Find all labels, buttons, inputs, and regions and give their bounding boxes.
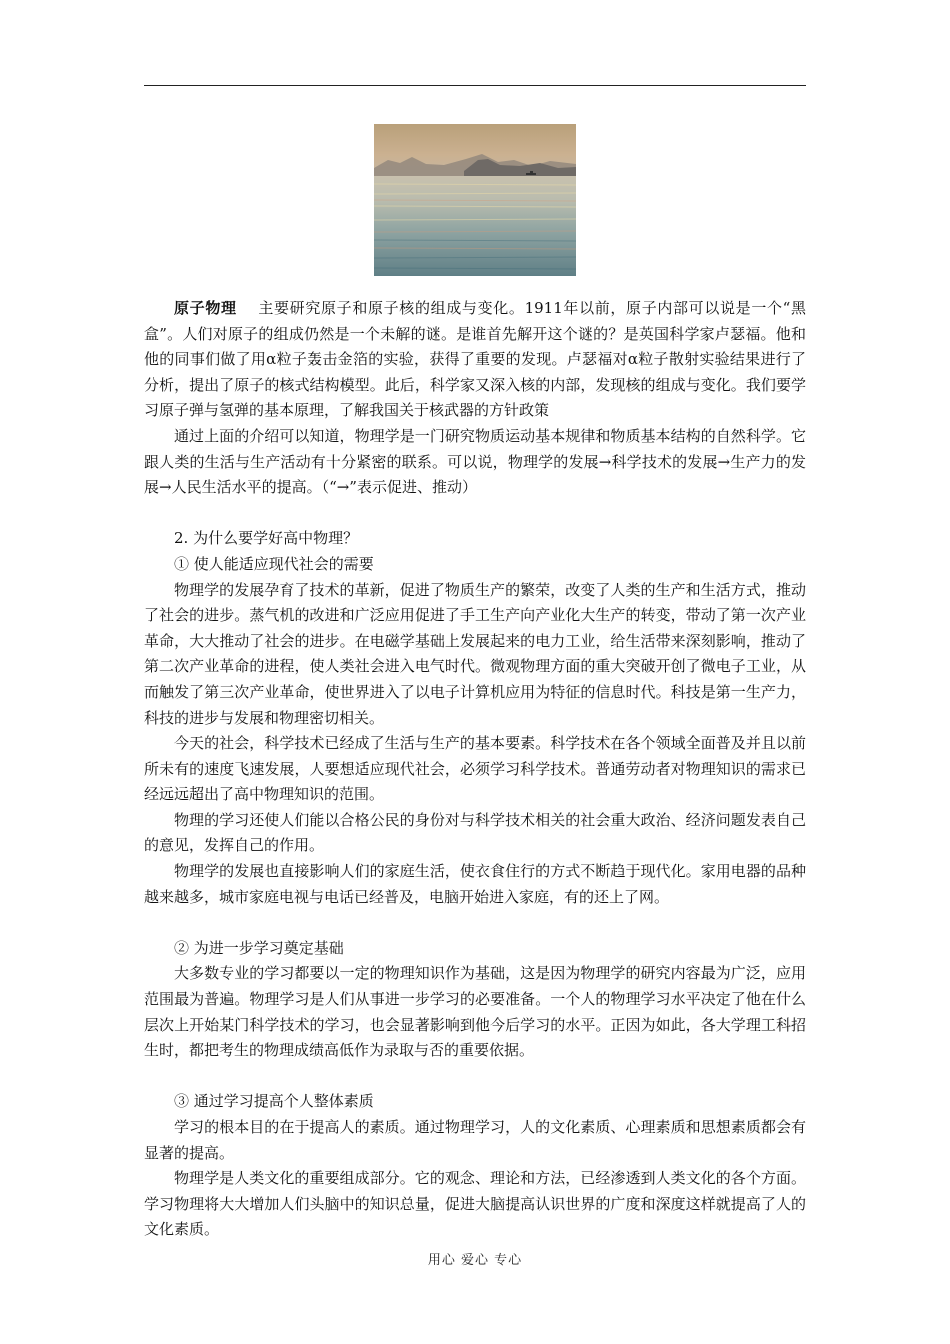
article-body (144, 296, 806, 1243)
paragraph: 物理学的发展孕育了技术的革新，促进了物质生产的繁荣，改变了人类的生产和生活方式，推动了社会的进步。蒸气机的改进和广泛应用促进了手工生产向产业化大生产的转变，带动了第一次产业革命，大大推动了社会的进步。在电磁学基础上发展起来的电力工业，给生活带来深刻影响，推动了第二次产业革命的进程，使人类社会进入电气时代。微观物理方面的重大突破开创了微电子工业，从而触发了第三次产业革命，使世界进入了以电子计算机应用为特征的信息时代。科技是第一生产力，科技的进步与发展和物理密切相关。 (144, 580, 806, 727)
paragraph-text: 主要研究原子和原子核的组成与变化。1911年以前，原子内部可以说是一个“黑盒”。人们对原子的组成仍然是一个未解的谜。是谁首先解开这个谜的？是英国科学家卢瑟福。他和他的同事们做了用α粒子轰击金箔的实验，获得了重要的发现。卢瑟福对α粒子散射实验结果进行了分析，提出了原子的核式结构模型。此后，科学家又深入核的内部，发现核的组成与变化。我们要学习原子弹与氢弹的基本原理，了解我国关于核武器的方针政策 (144, 299, 806, 420)
paragraph-atomic-physics (144, 296, 806, 424)
paragraph: 物理的学习还使人们能以合格公民的身份对与科学技术相关的社会重大政治、经济问题发表自己的意见，发挥自己的作用。 (144, 810, 806, 855)
sea-horizon-photo (374, 124, 576, 276)
paragraph: 物理学是人类文化的重要组成部分。它的观念、理论和方法，已经渗透到人类文化的各个方面。学习物理将大大增加人们头脑中的知识总量，促进大脑提高认识世界的广度和深度这样就提高了人的文化素质。 (144, 1169, 806, 1239)
page-footer: 用心 爱心 专心 (427, 1253, 523, 1268)
subsection-title: ① 使人能适应现代社会的需要 (174, 554, 374, 573)
paragraph-summary: 通过上面的介绍可以知道，物理学是一门研究物质运动基本规律和物质基本结构的自然科学。它跟人类的生活与生产活动有十分紧密的联系。可以说，物理学的发展→科学技术的发展→生产力的发展→人民生活水平的提高。（“→”表示促进、推动） (144, 426, 806, 497)
subsection-title: ② 为进一步学习奠定基础 (174, 938, 344, 957)
paragraph: 学习的根本目的在于提高人的素质。通过物理学习，人的文化素质、心理素质和思想素质都会有显著的提高。 (144, 1118, 806, 1162)
paragraph: 物理学的发展也直接影响人们的家庭生活，使衣食住行的方式不断趋于现代化。家用电器的品种越来越多，城市家庭电视与电话已经普及，电脑开始进入家庭，有的还上了网。 (144, 862, 806, 906)
subsection-title: ③ 通过学习提高个人整体素质 (174, 1092, 374, 1111)
section-heading: 2. 为什么要学好高中物理？ (174, 529, 359, 548)
header-rule (144, 85, 806, 86)
paragraph: 大多数专业的学习都要以一定的物理知识作为基础，这是因为物理学的研究内容最为广泛，应用范围最为普遍。物理学习是人们从事进一步学习的必要准备。一个人的物理学习水平决定了他在什么层次上开始某门科学技术的学习，也会显著影响到他今后学习的水平。正因为如此，各大学理工科招生时，都把考生的物理成绩高低作为录取与否的重要依据。 (144, 964, 806, 1060)
paragraph: 今天的社会，科学技术已经成了生活与生产的基本要素。科学技术在各个领域全面普及并且以前所未有的速度飞速发展，人要想适应现代社会，必须学习科学技术。普通劳动者对物理知识的需求已经远远超出了高中物理知识的范围。 (144, 734, 806, 804)
term-atomic-physics: 原子物理 (174, 299, 237, 317)
